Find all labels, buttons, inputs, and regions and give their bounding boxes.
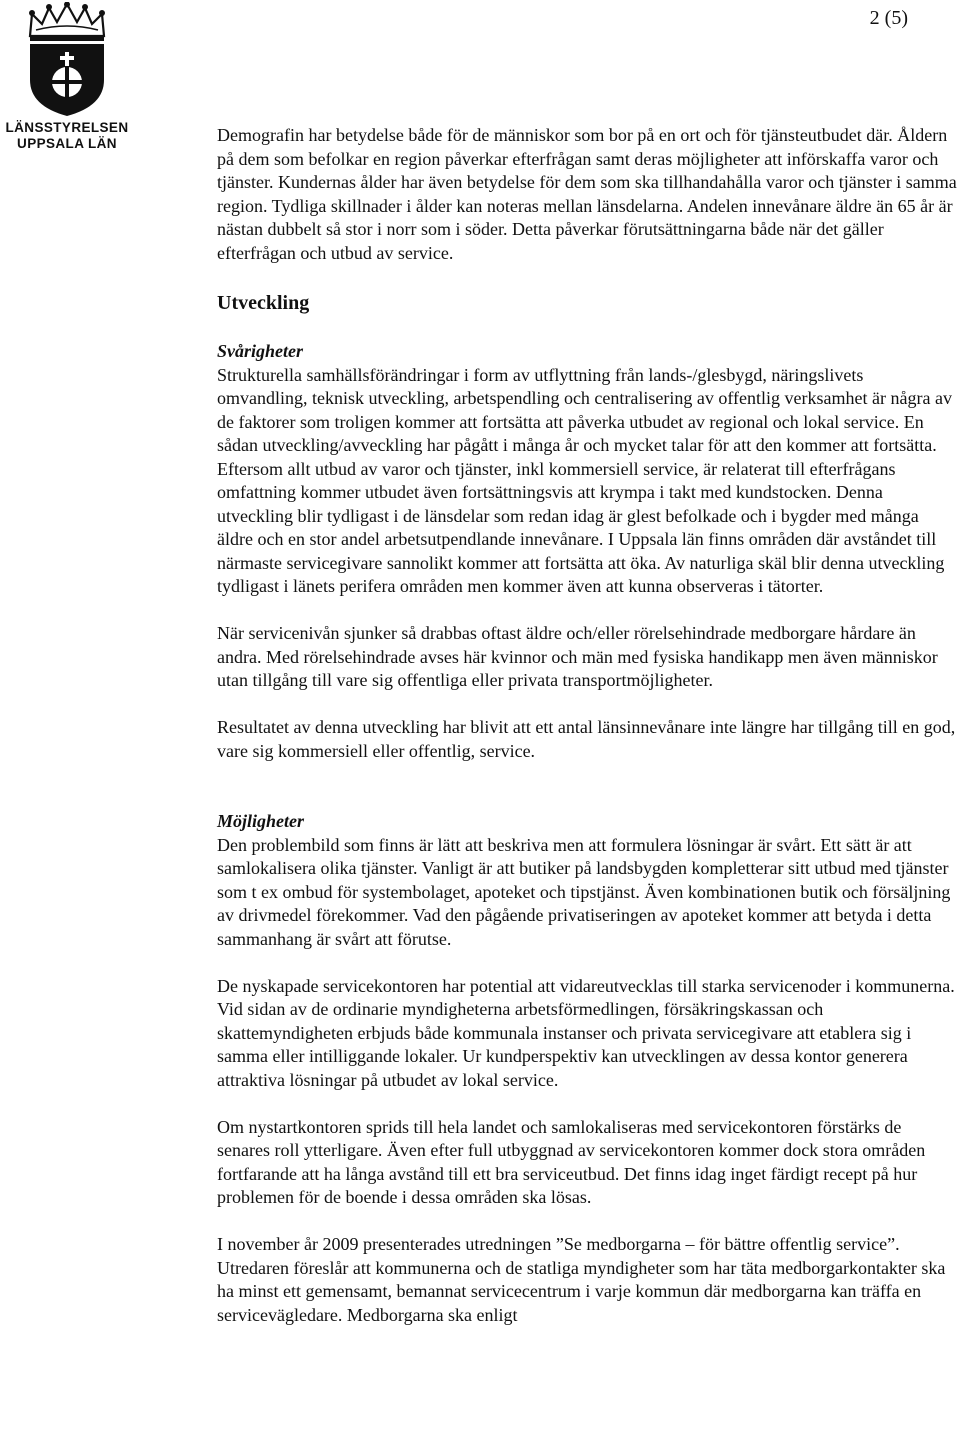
paragraph: Resultatet av denna utveckling har blivit att ett antal länsinnevånare inte längre har tillgång till en god, vare sig kommersiell eller offentlig, service.	[217, 717, 956, 761]
org-name-line1: LÄNSSTYRELSEN	[5, 120, 129, 135]
paragraph: Den problembild som finns är lätt att beskriva men att formulera lösningar är svårt. Ett sätt är att samlokalisera olika tjänster. Vanligt är att butiker på landsbygden kompletterar sitt utbud med tjänster som t ex ombud för systembolaget, apoteket och tipstjänst. Även kombinationen butik och försäljning av drivmedel förekommer. Vad den pågående privatiseringen av apoteket kommer att betyda i detta sammanhang är svårt att förutse.	[217, 834, 951, 949]
org-name	[0, 120, 134, 152]
paragraph: Strukturella samhällsförändringar i form av utflyttning från lands-/glesbygd, näringslivets omvandling, teknisk utveckling, arbetspendling och centralisering av offentlig verksamhet är några av de faktorer som troligen kommer att fortsätta att påverka utbudet av regional och lokal service. En sådan utveckling/avveckling har pågått i många år och mycket talar för att den kommer att fortsätta. Eftersom allt utbud av varor och tjänster, inkl kommersiell service, är relaterat till efterfrågans omfattning kommer utbudet även fortsättningsvis att krympa i takt med kundstocken. Denna utveckling blir tydligast i de länsdelar som redan idag är glest befolkade och i bygder med många äldre och en stor andel arbetsutpendlande innevånare. I Uppsala län finns områden där avståndet till närmaste servicegivare sannolikt kommer att fortsätta att öka. Av naturliga skäl blir denna utveckling tydligast i länets perifera områden men kommer även att kunna observeras i tätorter.	[217, 364, 952, 596]
paragraph: I november år 2009 presenterades utredningen ”Se medborgarna – för bättre offentlig service”. Utredaren föreslår att kommunerna och de statliga myndigheter som har täta medborgarkontakter ska ha minst ett gemensamt, bemannat servicecentrum i varje kommun där medborgarna kan träffa en servicevägledare. Medborgarna ska enligt	[217, 1234, 946, 1325]
paragraph: Om nystartkontoren sprids till hela landet och samlokaliseras med servicekontoren förstärks de senares roll ytterligare. Även efter full utbyggnad av servicekontoren kommer dock stora områden fortfarande att ha långa avstånd till ett bra serviceutbud. Det finns idag inget färdigt recept på hur problemen för de boende i dessa områden ska lösas.	[217, 1116, 926, 1207]
document-body	[217, 124, 957, 1327]
page-number: 2 (5)	[869, 7, 908, 29]
paragraph: De nyskapade servicekontoren har potential att vidareutvecklas till starka servicenoder i kommunerna. Vid sidan av de ordinarie myndigheterna arbetsförmedlingen, försäkringskassan och skattemyndigheten erbjuds både kommunala instanser och privata servicegivare att etablera sig i samma eller intilliggande lokaler. Ur kundperspektiv kan utvecklingen av dessa kontor generera attraktiva lösningar på utbudet av lokal service.	[217, 975, 955, 1090]
crowned-orb-emblem-icon	[22, 2, 112, 117]
subheading-svarigheter: Svårigheter	[217, 341, 304, 361]
section-heading: Utveckling	[217, 291, 310, 314]
paragraph: När servicenivån sjunker så drabbas oftast äldre och/eller rörelsehindrade medborgare hårdare än andra. Med rörelsehindrade avses här kvinnor och män med fysiska handikapp men även människor utan tillgång till vare sig offentliga eller privata transportmöjligheter.	[217, 623, 938, 690]
intro-paragraph: Demografin har betydelse både för de människor som bor på en ort och för tjänsteutbudet där. Åldern på dem som befolkar en region påverkar efterfrågan samt deras möjligheter att införskaffa varor och tjänster. Kundernas ålder har även betydelse för dem som ska tillhandahålla varor och tjänster i samma region. Tydliga skillnader i ålder kan noteras mellan länsdelarna. Andelen innevånare äldre än 65 år är nästan dubbelt så stor i norr som i söder. Detta påverkar förutsättningarna både när det gäller efterfrågan och utbud av service.	[217, 125, 957, 263]
county-logo	[0, 0, 134, 160]
subheading-mojligheter: Möjligheter	[217, 811, 305, 831]
org-name-line2: UPPSALA LÄN	[17, 136, 117, 151]
